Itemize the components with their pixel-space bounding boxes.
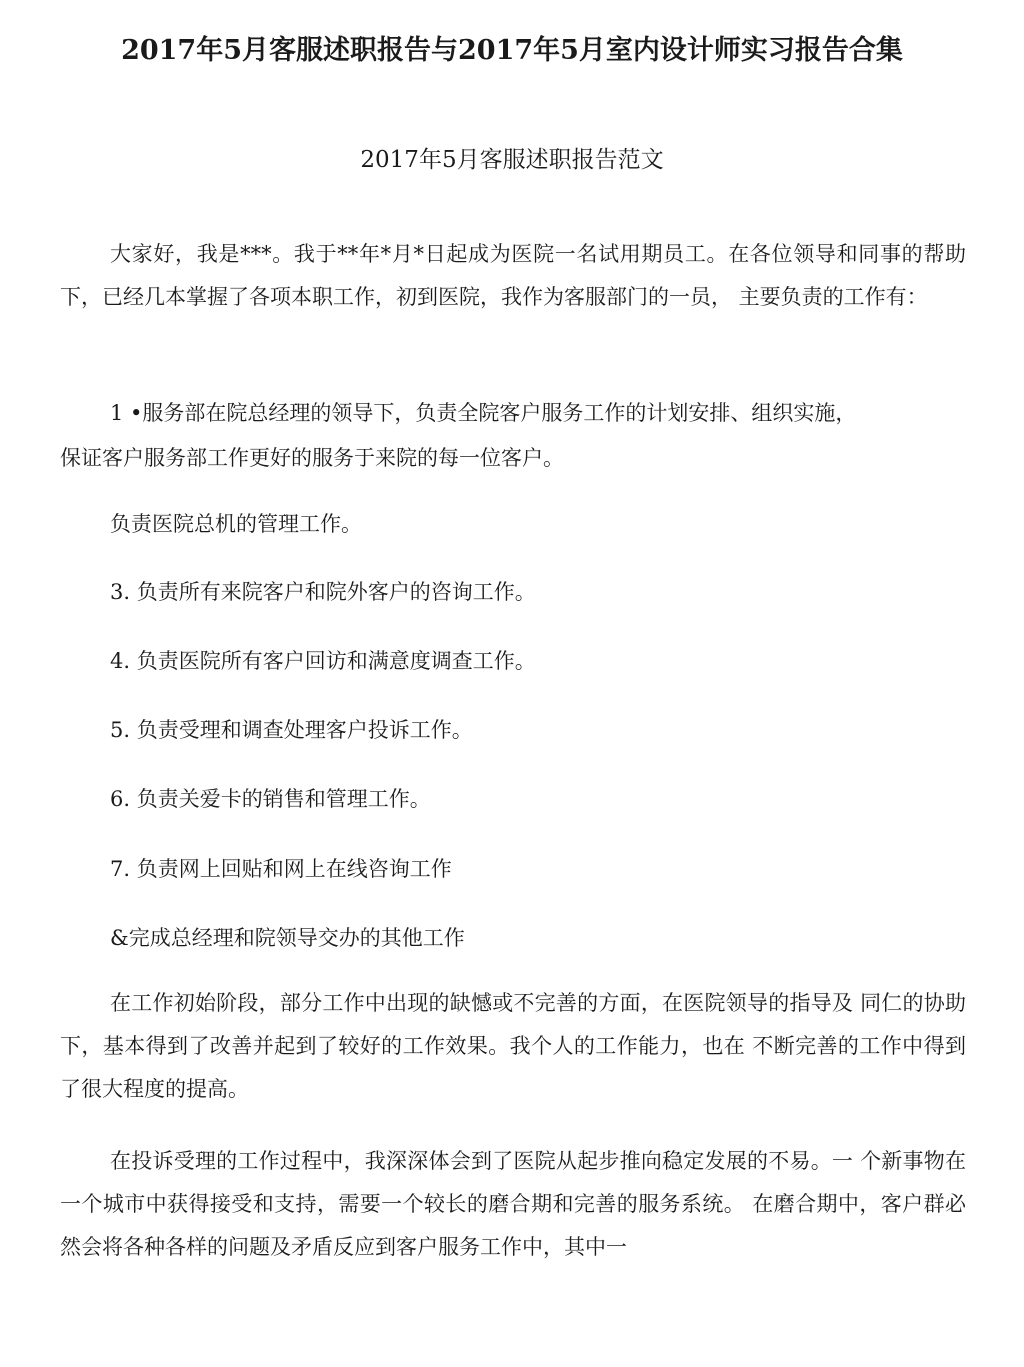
body-paragraph: 在投诉受理的工作过程中，我深深体会到了医院从起步推向稳定发展的不易。一 个新事物在一个城市中获得接受和支持，需要一个较长的磨合期和完善的服务系统。 在磨合期中，客户群必然会将各种各样的问题及矛盾反应到客户服务工作中，其中一 (60, 1149, 966, 1259)
list-item: 3. 负责所有来院客户和院外客户的咨询工作。 (110, 580, 536, 604)
intro-paragraph: 大家好，我是***。我于**年*月*日起成为医院一名试用期员工。在各位领导和同事的帮助下，已经几本掌握了各项本职工作，初到医院，我作为客服部门的一员， 主要负责的工作有： (60, 242, 966, 309)
list-item-1: 1 •服务部在院总经理的领导下，负责全院客户服务工作的计划安排、组织实施， (110, 401, 857, 425)
list-item: 4. 负责医院所有客户回访和满意度调查工作。 (110, 649, 536, 673)
list-item: 负责医院总机的管理工作。 (110, 512, 362, 536)
section-title: 2017年5月客服述职报告范文 (360, 147, 664, 173)
list-item: 5. 负责受理和调查处理客户投诉工作。 (110, 718, 473, 742)
body-paragraph: 在工作初始阶段，部分工作中出现的缺憾或不完善的方面，在医院领导的指导及 同仁的协助下，基本得到了改善并起到了较好的工作效果。我个人的工作能力，也在 不断完善的工作中得到了很大程度的提高。 (60, 991, 966, 1101)
list-item: 6. 负责关爱卡的销售和管理工作。 (110, 787, 431, 811)
list-item: 7. 负责网上回贴和网上在线咨询工作 (110, 857, 452, 881)
list-item-1-continuation: 保证客户服务部工作更好的服务于来院的每一位客户。 (60, 446, 564, 470)
list-item: &完成总经理和院领导交办的其他工作 (110, 926, 465, 950)
document-title: 2017年5月客服述职报告与2017年5月室内设计师实习报告合集 (121, 35, 903, 66)
